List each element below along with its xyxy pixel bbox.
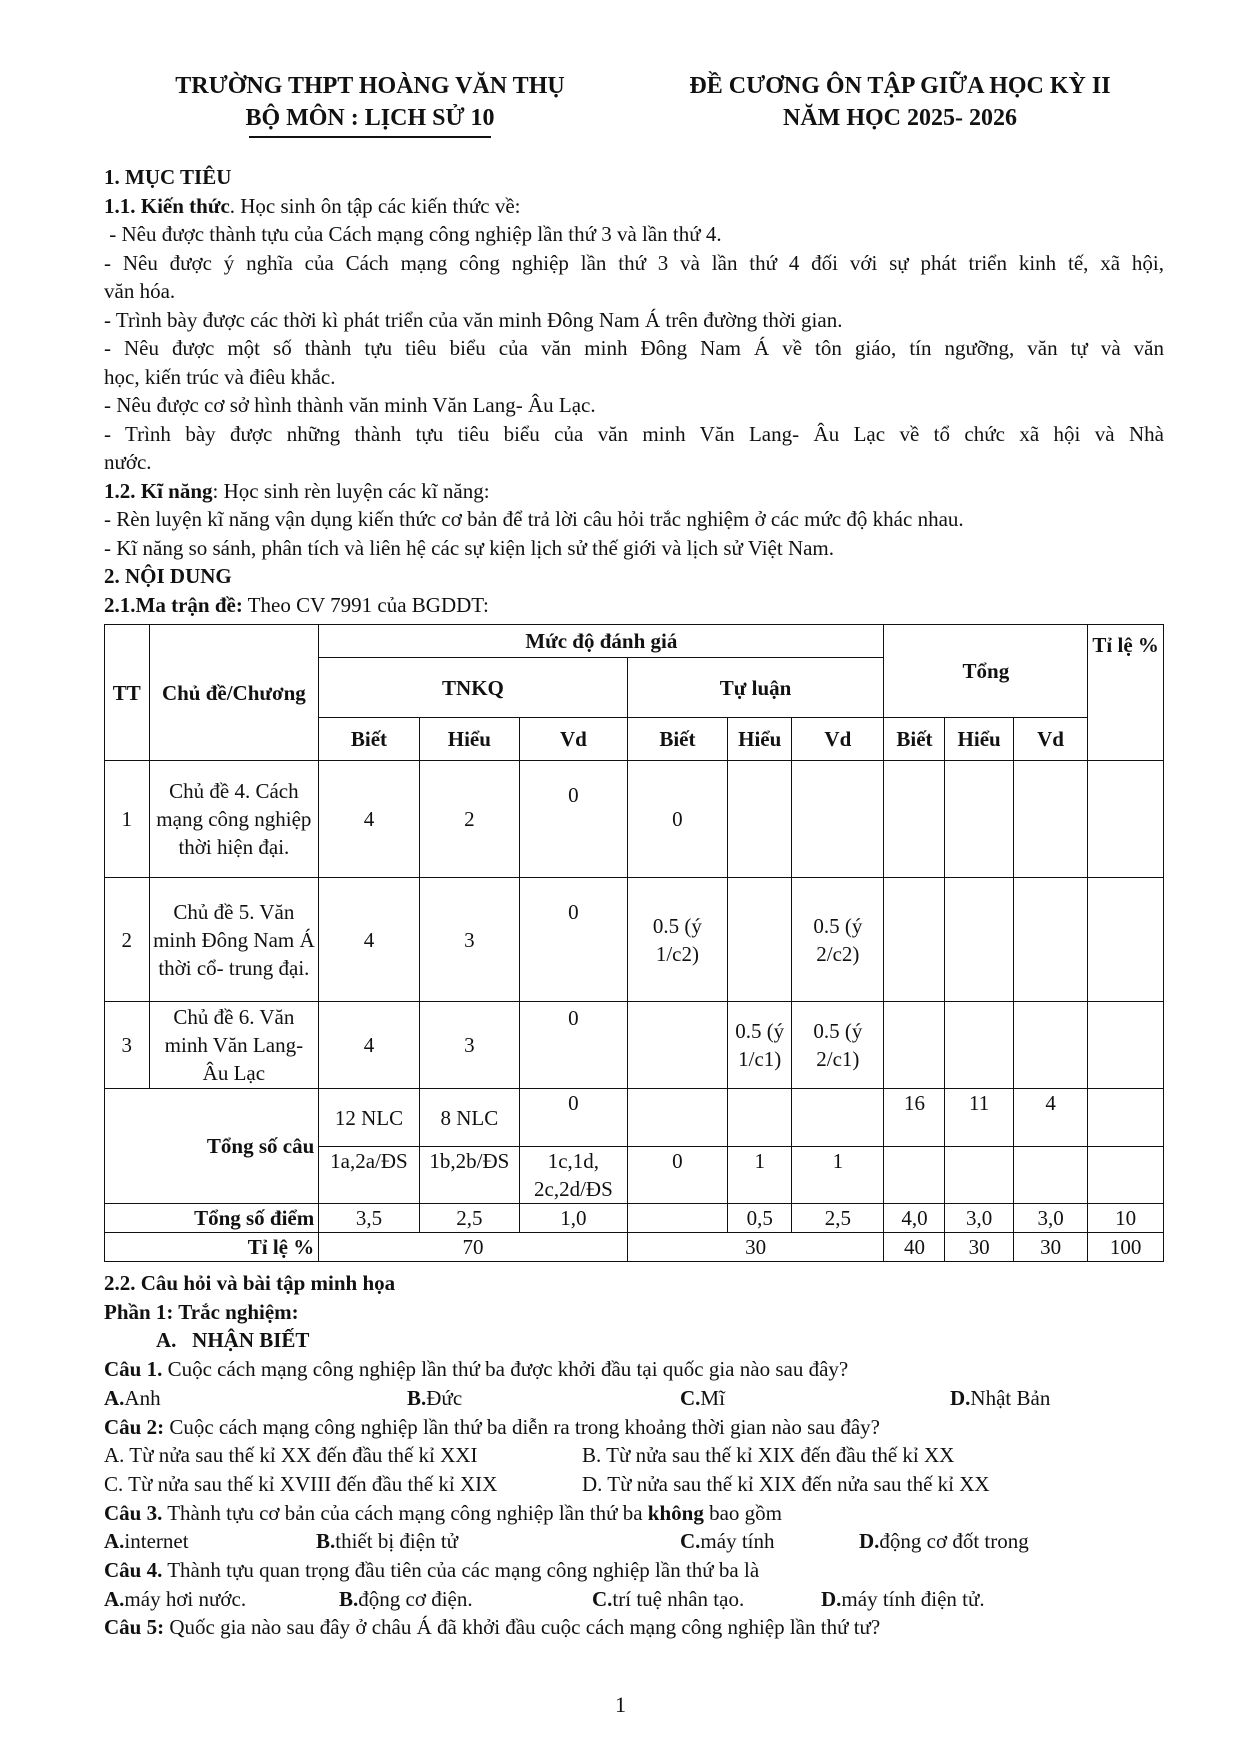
question-2-options-row-1: A. Từ nửa sau thế kỉ XX đến đầu thế kỉ XXI B. Từ nửa sau thế kỉ XIX đến đầu thế kỉ XX <box>104 1443 955 1468</box>
skills-item: - Kĩ năng so sánh, phân tích và liên hệ các sự kiện lịch sử thế giới và lịch sử Việt Nam. <box>104 535 835 560</box>
school-year: NĂM HỌC 2025- 2026 <box>783 105 1017 131</box>
section-heading: 2.2. Câu hỏi và bài tập minh họa <box>104 1271 396 1295</box>
table-row: 2 Chủ đề 5. Văn minh Đông Nam Á thời cổ- trung đại. 4 3 0 0.5 (ý 1/c2) 0.5 (ý 2/c2) <box>105 878 1164 1002</box>
part-heading: Phần 1: Trắc nghiệm: <box>104 1299 299 1324</box>
question-5: Câu 5: Quốc gia nào sau đây ở châu Á đã khởi đầu cuộc cách mạng công nghiệp lần thứ tư? <box>104 1615 881 1640</box>
header-underline <box>249 136 491 138</box>
content-heading: 2. NỘI DUNG <box>104 564 232 588</box>
knowledge-item: - Nêu được cơ sở hình thành văn minh Văn Lang- Âu Lạc. <box>104 393 596 417</box>
table-row: Tỉ lệ % 70 30 40 30 30 100 <box>105 1233 1164 1262</box>
question-1: Câu 1. Cuộc cách mạng công nghiệp lần thứ ba được khởi đầu tại quốc gia nào sau đây? <box>104 1357 849 1382</box>
objectives-section <box>104 163 1164 619</box>
questions-section <box>104 1269 1164 1642</box>
objectives-heading: 1. MỤC TIÊU <box>104 165 232 189</box>
knowledge-item: văn hóa. <box>104 279 176 303</box>
table-row: Tổng số câu 12 NLC 8 NLC 0 16 11 4 <box>105 1089 1164 1147</box>
header-total: Tổng <box>884 625 1088 718</box>
header-hieu: Hiểu <box>728 718 792 761</box>
header-topic: Chủ đề/Chương <box>149 625 319 761</box>
header-ratio: Tỉ lệ % <box>1088 625 1164 761</box>
header-biet: Biết <box>884 718 945 761</box>
assessment-matrix-table <box>104 624 1164 1262</box>
knowledge-item: - Trình bày được những thành tựu tiêu biểu của văn minh Văn Lang- Âu Lạc về tổ chức xã hội và Nhà <box>104 421 1164 446</box>
header-essay: Tự luận <box>627 658 884 718</box>
question-1-options: A.Anh B.Đức C.Mĩ D.Nhật Bản <box>104 1385 1051 1410</box>
table-row: 1 Chủ đề 4. Cách mạng công nghiệp thời hiện đại. 4 2 0 0 <box>105 761 1164 878</box>
knowledge-item: - Nêu được ý nghĩa của Cách mạng công nghiệp lần thứ 3 và lần thứ 4 đối với sự phát triển kinh tế, xã hội, <box>104 250 1164 275</box>
question-2: Câu 2: Cuộc cách mạng công nghiệp lần thứ ba diễn ra trong khoảng thời gian nào sau đây? <box>104 1414 880 1439</box>
knowledge-item: nước. <box>104 450 152 474</box>
table-row: Tổng số điểm 3,5 2,5 1,0 0,5 2,5 4,0 3,0 3,0 10 <box>105 1204 1164 1233</box>
page-number: 1 <box>615 1692 626 1717</box>
skills-item: - Rèn luyện kĩ năng vận dụng kiến thức cơ bản để trả lời câu hỏi trắc nghiệm ở các mức độ khác nhau. <box>104 507 964 531</box>
header-hieu: Hiểu <box>419 718 519 761</box>
question-4-options: A.máy hơi nước. B.động cơ điện. C.trí tuệ nhân tạo. D.máy tính điện tử. <box>104 1586 985 1611</box>
header-level: Mức độ đánh giá <box>319 625 884 658</box>
header-tnkq: TNKQ <box>319 658 627 718</box>
school-name: TRƯỜNG THPT HOÀNG VĂN THỤ <box>175 73 565 99</box>
question-3: Câu 3. Thành tựu cơ bản của cách mạng công nghiệp lần thứ ba không bao gồm <box>104 1500 782 1525</box>
header-vd: Vd <box>520 718 628 761</box>
skills-line: 1.2. Kĩ năng: Học sinh rèn luyện các kĩ năng: <box>104 478 490 503</box>
question-4: Câu 4. Thành tựu quan trọng đầu tiên của các mạng công nghiệp lần thứ ba là <box>104 1558 760 1583</box>
header-right <box>655 70 1145 134</box>
matrix-caption: 2.1.Ma trận đề: Theo CV 7991 của BGDDT: <box>104 592 489 617</box>
header-biet: Biết <box>319 718 419 761</box>
header-hieu: Hiểu <box>945 718 1013 761</box>
knowledge-item: - Nêu được thành tựu của Cách mạng công nghiệp lần thứ 3 và lần thứ 4. <box>104 222 722 246</box>
header-vd: Vd <box>792 718 884 761</box>
question-2-options-row-2: C. Từ nửa sau thế kỉ XVIII đến đầu thế kỉ XIX D. Từ nửa sau thế kỉ XIX đến nửa sau thế kỉ XX <box>104 1471 990 1496</box>
knowledge-item: học, kiến trúc và điêu khắc. <box>104 364 336 389</box>
header-tt: TT <box>105 625 150 761</box>
level-heading: A. NHẬN BIẾT <box>156 1328 310 1353</box>
question-3-options: A.internet B.thiết bị điện tử C.máy tính D.động cơ đốt trong <box>104 1529 1029 1554</box>
table-row: 3 Chủ đề 6. Văn minh Văn Lang- Âu Lạc 4 3 0 0.5 (ý 1/c1) 0.5 (ý 2/c1) <box>105 1002 1164 1089</box>
header-left <box>150 70 590 138</box>
table-row: 1a,2a/ĐS 1b,2b/ĐS 1c,1d, 2c,2d/ĐS 0 1 1 <box>105 1147 1164 1204</box>
knowledge-line: 1.1. Kiến thức. Học sinh ôn tập các kiến thức về: <box>104 193 521 218</box>
header-biet: Biết <box>627 718 727 761</box>
department-name: BỘ MÔN : LỊCH SỬ 10 <box>245 105 495 131</box>
document-title: ĐỀ CƯƠNG ÔN TẬP GIỮA HỌC KỲ II <box>689 73 1111 99</box>
knowledge-item: - Nêu được một số thành tựu tiêu biểu của văn minh Đông Nam Á về tôn giáo, tín ngưỡng, văn tự và văn <box>104 336 1164 360</box>
knowledge-item: - Trình bày được các thời kì phát triển của văn minh Đông Nam Á trên đường thời gian. <box>104 307 843 332</box>
header-vd: Vd <box>1013 718 1088 761</box>
